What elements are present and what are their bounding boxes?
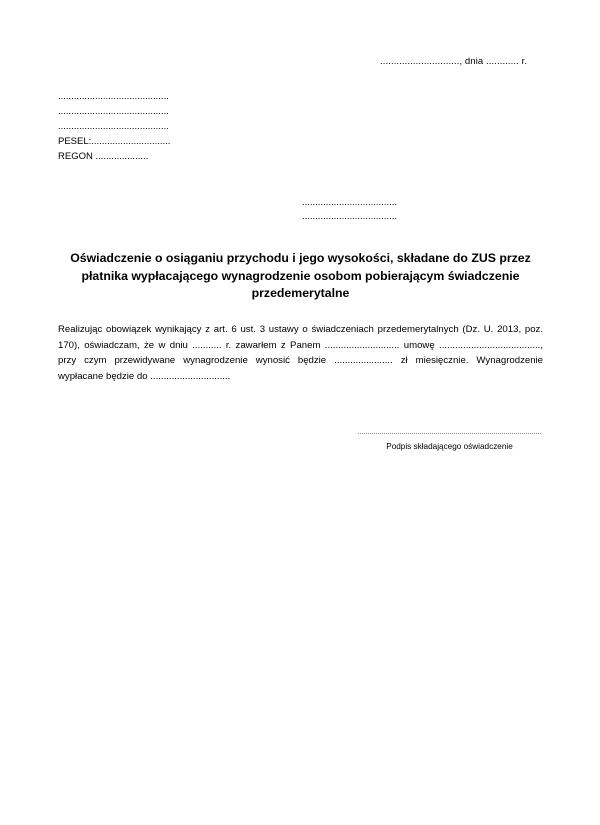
sender-pesel: PESEL:.............................. bbox=[58, 136, 171, 147]
declaration-body: Realizując obowiązek wynikający z art. 6 ust. 3 ustawy o świadczeniach przedemerytalnych (Dz. U. 2013, poz. 170), oświadczam, że w dniu ........... r. zawarłem z Panem ............................ umowę ......................................, przy czym przewidywane wynagrodzenie wynosić będzie ...................... zł miesięcznie. Wynagrodzenie wypłacane będzie do .............................. bbox=[58, 324, 543, 382]
sender-line-1: .......................................... bbox=[58, 91, 169, 102]
recipient-line-2: .................................... bbox=[302, 211, 398, 222]
sender-block bbox=[58, 89, 170, 164]
signature-line bbox=[358, 433, 541, 434]
recipient-block bbox=[302, 196, 397, 224]
sender-line-2: .......................................... bbox=[58, 106, 169, 117]
document-title: Oświadczenie o osiąganiu przychodu i jego wysokości, składane do ZUS przez płatnika wypłacającego wynagrodzenie osobom pobierającym świadczenie przedemerytalne bbox=[70, 251, 531, 300]
signature-label: Podpis składającego oświadczenie bbox=[386, 442, 513, 451]
recipient-line-1: .................................... bbox=[302, 197, 398, 208]
place-date-line: ............................., dnia ............ r. bbox=[380, 56, 528, 67]
sender-line-3: .......................................... bbox=[58, 121, 169, 132]
sender-regon: REGON .................... bbox=[58, 151, 149, 162]
